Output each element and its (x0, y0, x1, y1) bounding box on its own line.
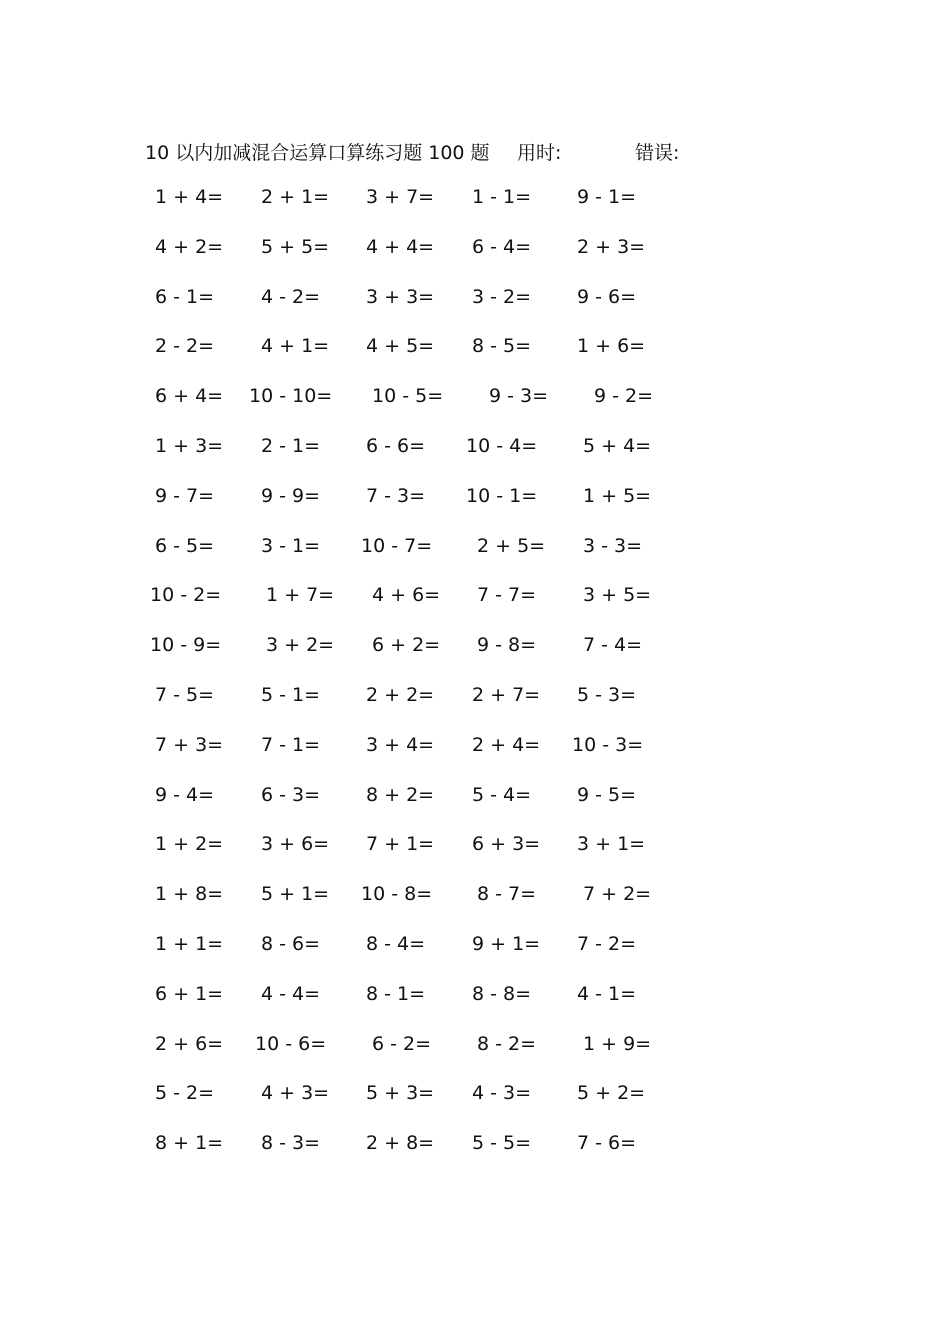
math-problem: 5 - 5= (472, 1132, 532, 1155)
math-problem: 3 + 5= (583, 584, 652, 607)
math-problem: 7 - 5= (155, 683, 215, 706)
problem-row (0, 1082, 950, 1132)
problem-row (0, 286, 950, 336)
math-problem: 4 + 2= (155, 235, 224, 258)
problem-row (0, 983, 950, 1033)
math-problem: 8 - 6= (261, 932, 321, 955)
math-problem: 2 + 2= (366, 683, 435, 706)
math-problem: 9 - 4= (155, 783, 215, 806)
problem-row (0, 684, 950, 734)
math-problem: 7 + 2= (583, 883, 652, 906)
math-problem: 7 - 4= (583, 634, 643, 657)
math-problem: 10 - 2= (150, 584, 222, 607)
math-problem: 9 - 3= (489, 385, 549, 408)
math-problem: 9 - 1= (577, 186, 637, 208)
math-problem: 5 + 1= (261, 883, 330, 906)
math-problem: 8 - 5= (472, 335, 532, 358)
math-problem: 2 - 1= (261, 434, 321, 457)
math-problem: 1 + 1= (155, 932, 224, 955)
math-problem: 4 + 4= (366, 235, 435, 258)
math-problem: 5 + 5= (261, 235, 330, 258)
math-problem: 7 - 1= (261, 733, 321, 756)
math-problem: 7 - 2= (577, 932, 637, 955)
math-problem: 8 - 4= (366, 932, 426, 955)
math-problem: 5 - 4= (472, 783, 532, 806)
math-problem: 9 - 6= (577, 285, 637, 308)
math-problem: 1 + 2= (155, 833, 224, 856)
math-problem: 4 - 3= (472, 1082, 532, 1105)
math-problem: 10 - 10= (249, 385, 333, 408)
math-problem: 3 - 3= (583, 534, 643, 557)
time-used-label: 用时: (517, 142, 562, 164)
math-problem: 8 - 1= (366, 982, 426, 1005)
math-problem: 10 - 1= (466, 484, 538, 507)
math-problem: 10 - 8= (361, 883, 433, 906)
problem-row (0, 634, 950, 684)
math-problem: 2 + 1= (261, 186, 330, 208)
problem-row (0, 584, 950, 634)
problem-row (0, 385, 950, 435)
math-problem: 5 - 1= (261, 683, 321, 706)
math-problem: 10 - 6= (255, 1032, 327, 1055)
math-problem: 1 + 4= (155, 186, 224, 208)
math-problem: 4 + 3= (261, 1082, 330, 1105)
math-problem: 10 - 3= (572, 733, 644, 756)
problem-row (0, 784, 950, 834)
math-problem: 8 - 8= (472, 982, 532, 1005)
problem-row (0, 535, 950, 585)
math-problem: 2 + 5= (477, 534, 546, 557)
math-problem: 4 - 2= (261, 285, 321, 308)
math-problem: 9 - 2= (594, 385, 654, 408)
math-problem: 10 - 4= (466, 434, 538, 457)
math-problem: 5 + 3= (366, 1082, 435, 1105)
math-problem: 5 + 4= (583, 434, 652, 457)
problem-row (0, 933, 950, 983)
math-problem: 1 - 1= (472, 186, 532, 208)
math-problem: 6 - 3= (261, 783, 321, 806)
math-problem: 4 + 5= (366, 335, 435, 358)
math-problem: 6 + 2= (372, 634, 441, 657)
math-problem: 1 + 6= (577, 335, 646, 358)
math-problem: 2 + 4= (472, 733, 541, 756)
math-problem: 3 - 1= (261, 534, 321, 557)
problem-row (0, 435, 950, 485)
math-problem: 3 + 7= (366, 186, 435, 208)
math-problem: 9 - 9= (261, 484, 321, 507)
math-problem: 1 + 8= (155, 883, 224, 906)
math-problem: 7 - 6= (577, 1132, 637, 1155)
math-problem: 2 - 2= (155, 335, 215, 358)
math-problem: 3 + 3= (366, 285, 435, 308)
math-problem: 1 + 3= (155, 434, 224, 457)
math-problem: 3 + 4= (366, 733, 435, 756)
math-problem: 10 - 5= (372, 385, 444, 408)
problem-row (0, 335, 950, 385)
math-problem: 4 - 4= (261, 982, 321, 1005)
math-problem: 6 - 2= (372, 1032, 432, 1055)
math-problem: 10 - 9= (150, 634, 222, 657)
math-problem: 7 + 1= (366, 833, 435, 856)
math-problem: 3 + 6= (261, 833, 330, 856)
problem-row (0, 186, 950, 236)
math-problem: 9 + 1= (472, 932, 541, 955)
math-problem: 1 + 7= (266, 584, 335, 607)
math-problem: 9 - 7= (155, 484, 215, 507)
math-problem: 7 - 3= (366, 484, 426, 507)
problem-row (0, 485, 950, 535)
math-problem: 8 - 3= (261, 1132, 321, 1155)
math-problem: 3 + 2= (266, 634, 335, 657)
math-problem: 6 - 6= (366, 434, 426, 457)
problem-row (0, 236, 950, 286)
math-problem: 6 + 1= (155, 982, 224, 1005)
math-problem: 9 - 8= (477, 634, 537, 657)
problem-row (0, 883, 950, 933)
math-problem: 6 + 4= (155, 385, 224, 408)
errors-label: 错误: (635, 142, 680, 164)
math-problem: 6 - 1= (155, 285, 215, 308)
math-problem: 10 - 7= (361, 534, 433, 557)
math-problem: 2 + 3= (577, 235, 646, 258)
math-problem: 2 + 8= (366, 1132, 435, 1155)
problem-row (0, 1132, 950, 1182)
math-problem: 5 + 2= (577, 1082, 646, 1105)
problem-row (0, 833, 950, 883)
worksheet-title: 10 以内加减混合运算口算练习题 100 题 (145, 142, 490, 164)
math-problem: 2 + 6= (155, 1032, 224, 1055)
problem-row (0, 734, 950, 784)
math-problem: 6 + 3= (472, 833, 541, 856)
math-problem: 8 - 7= (477, 883, 537, 906)
math-problem: 5 - 3= (577, 683, 637, 706)
math-problem: 4 + 1= (261, 335, 330, 358)
math-problem: 2 + 7= (472, 683, 541, 706)
math-problem: 1 + 9= (583, 1032, 652, 1055)
math-problem: 3 + 1= (577, 833, 646, 856)
math-problem: 6 - 5= (155, 534, 215, 557)
math-problem: 5 - 2= (155, 1082, 215, 1105)
math-problem: 1 + 5= (583, 484, 652, 507)
math-problem: 7 + 3= (155, 733, 224, 756)
math-problem: 8 + 1= (155, 1132, 224, 1155)
math-problem: 4 + 6= (372, 584, 441, 607)
math-problem: 4 - 1= (577, 982, 637, 1005)
math-problem: 3 - 2= (472, 285, 532, 308)
problem-grid (0, 186, 950, 1182)
problem-row (0, 1033, 950, 1083)
math-problem: 9 - 5= (577, 783, 637, 806)
math-problem: 7 - 7= (477, 584, 537, 607)
math-problem: 8 + 2= (366, 783, 435, 806)
math-problem: 6 - 4= (472, 235, 532, 258)
math-problem: 8 - 2= (477, 1032, 537, 1055)
